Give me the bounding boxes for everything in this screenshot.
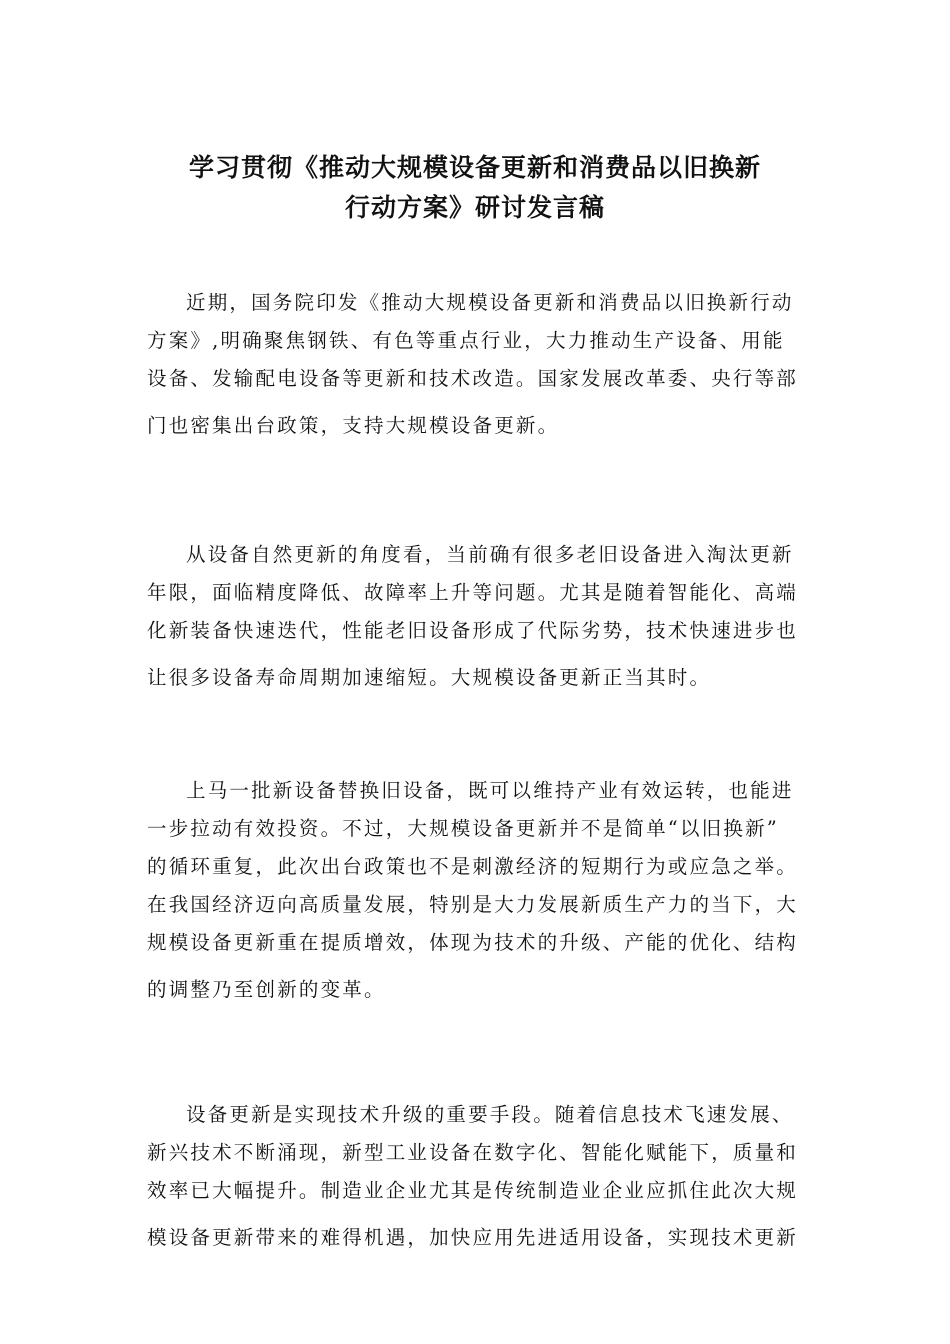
paragraph-line: 效率已大幅提升。制造业企业尤其是传统制造业企业应抓住此次大规 (147, 1179, 799, 1202)
paragraph-line: 从设备自然更新的角度看，当前确有很多老旧设备进入淘汰更新 (186, 543, 794, 566)
paragraph-line: 设备、发输配电设备等更新和技术改造。国家发展改革委、央行等部 (147, 367, 799, 390)
paragraph-line: 门也密集出台政策，支持大规模设备更新。 (147, 414, 560, 437)
paragraph-line: 在我国经济迈向高质量发展，特别是大力发展新质生产力的当下，大 (147, 893, 799, 916)
paragraph-line: 规模设备更新重在提质增效，体现为技术的升级、产能的优化、结构 (147, 931, 799, 954)
paragraph-line: 一步拉动有效投资。不过，大规模设备更新并不是简单“以旧换新” (147, 817, 779, 840)
paragraph-line: 上马一批新设备替换旧设备，既可以维持产业有效运转，也能进 (186, 779, 794, 802)
paragraph-line: 化新装备快速迭代，性能老旧设备形成了代际劣势，技术快速进步也 (147, 619, 799, 642)
title-line-1: 学习贯彻《推动大规模设备更新和消费品以旧换新 (188, 153, 761, 182)
paragraph-line: 的循环重复，此次出台政策也不是刺激经济的短期行为或应急之举。 (147, 855, 799, 878)
title-line-2: 行动方案》研讨发言稿 (344, 193, 605, 222)
paragraph-line: 模设备更新带来的难得机遇，加快应用先进适用设备，实现技术更新 (147, 1226, 799, 1249)
paragraph-line: 近期，国务院印发《推动大规模设备更新和消费品以旧换新行动 (186, 291, 794, 314)
paragraph-line: 新兴技术不断涌现，新型工业设备在数字化、智能化赋能下，质量和 (147, 1141, 799, 1164)
paragraph-2 (147, 536, 811, 697)
paragraph-1 (147, 284, 811, 445)
paragraph-line: 年限，面临精度降低、故障率上升等问题。尤其是随着智能化、高端 (147, 581, 799, 604)
document-title (110, 148, 840, 228)
paragraph-line: 的调整乃至创新的变革。 (147, 978, 386, 1001)
paragraph-line: 方案》,明确聚焦钢铁、有色等重点行业，大力推动生产设备、用能 (147, 329, 785, 352)
paragraph-3 (147, 772, 811, 1009)
paragraph-line: 设备更新是实现技术升级的重要手段。随着信息技术飞速发展、 (186, 1103, 794, 1126)
paragraph-4 (147, 1096, 811, 1257)
paragraph-line: 让很多设备寿命周期加速缩短。大规模设备更新正当其时。 (147, 666, 712, 689)
